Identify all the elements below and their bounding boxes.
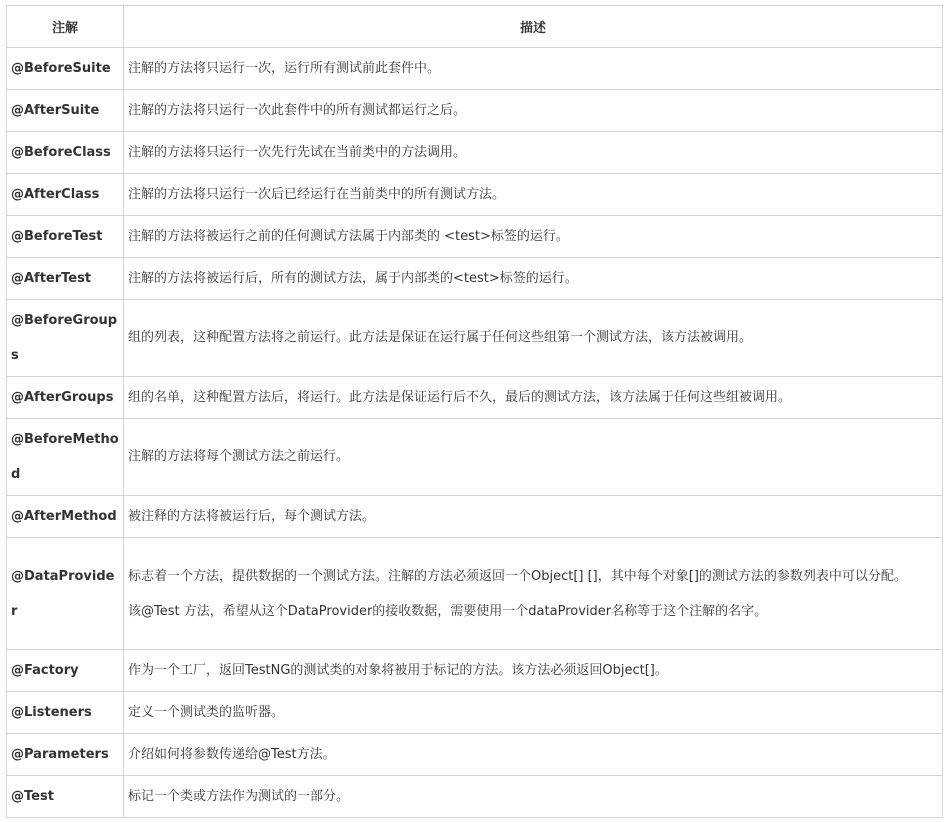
table-row xyxy=(7,776,943,818)
annotation-name: @Test xyxy=(7,776,124,818)
annotation-name: @BeforeClass xyxy=(7,132,124,174)
annotation-name: @AfterTest xyxy=(7,258,124,300)
annotation-description: 定义一个测试类的监听器。 xyxy=(124,692,943,734)
table-row xyxy=(7,48,943,90)
annotation-description: 注解的方法将只运行一次，运行所有测试前此套件中。 xyxy=(124,48,943,90)
annotation-name: @BeforeMethod xyxy=(7,419,124,496)
annotation-name: @AfterGroups xyxy=(7,377,124,419)
header-annotation: 注解 xyxy=(7,6,124,48)
annotation-name: @AfterSuite xyxy=(7,90,124,132)
table-row xyxy=(7,174,943,216)
annotation-name: @Listeners xyxy=(7,692,124,734)
table-row xyxy=(7,258,943,300)
annotation-description: 注解的方法将只运行一次先行先试在当前类中的方法调用。 xyxy=(124,132,943,174)
table-row xyxy=(7,538,943,650)
annotation-name: @Parameters xyxy=(7,734,124,776)
annotation-name: @AfterMethod xyxy=(7,496,124,538)
annotation-description: 被注释的方法将被运行后，每个测试方法。 xyxy=(124,496,943,538)
annotation-name: @Factory xyxy=(7,650,124,692)
annotation-description: 介绍如何将参数传递给@Test方法。 xyxy=(124,734,943,776)
table-row xyxy=(7,419,943,496)
annotations-table xyxy=(6,5,943,818)
annotation-description: 注解的方法将只运行一次后已经运行在当前类中的所有测试方法。 xyxy=(124,174,943,216)
table-row xyxy=(7,496,943,538)
table-row xyxy=(7,734,943,776)
annotation-description: 注解的方法将被运行后，所有的测试方法，属于内部类的<test>标签的运行。 xyxy=(124,258,943,300)
header-description: 描述 xyxy=(124,6,943,48)
table-row xyxy=(7,132,943,174)
description-paragraph: 标志着一个方法，提供数据的一个测试方法。注解的方法必须返回一个Object[] []，其中每个对象[]的测试方法的参数列表中可以分配。 xyxy=(128,568,907,584)
annotation-description: 注解的方法将每个测试方法之前运行。 xyxy=(124,419,943,496)
annotation-description xyxy=(124,538,943,650)
annotation-description: 组的列表，这种配置方法将之前运行。此方法是保证在运行属于任何这些组第一个测试方法，该方法被调用。 xyxy=(124,300,943,377)
table-row xyxy=(7,377,943,419)
description-paragraph: 该@Test 方法，希望从这个DataProvider的接收数据，需要使用一个dataProvider名称等于这个注解的名字。 xyxy=(128,603,768,619)
table-row xyxy=(7,692,943,734)
annotation-description: 注解的方法将被运行之前的任何测试方法属于内部类的 <test>标签的运行。 xyxy=(124,216,943,258)
table-row xyxy=(7,90,943,132)
annotation-name: @BeforeSuite xyxy=(7,48,124,90)
annotation-name: @AfterClass xyxy=(7,174,124,216)
annotation-description: 组的名单，这种配置方法后，将运行。此方法是保证运行后不久，最后的测试方法，该方法属于任何这些组被调用。 xyxy=(124,377,943,419)
table-row xyxy=(7,216,943,258)
annotation-name: @DataProvider xyxy=(7,538,124,650)
annotation-description: 作为一个工厂，返回TestNG的测试类的对象将被用于标记的方法。该方法必须返回Object[]。 xyxy=(124,650,943,692)
annotation-name: @BeforeTest xyxy=(7,216,124,258)
annotation-description: 标记一个类或方法作为测试的一部分。 xyxy=(124,776,943,818)
table-row xyxy=(7,300,943,377)
annotation-description: 注解的方法将只运行一次此套件中的所有测试都运行之后。 xyxy=(124,90,943,132)
annotation-name: @BeforeGroups xyxy=(7,300,124,377)
table-header-row xyxy=(7,6,943,48)
table-row xyxy=(7,650,943,692)
